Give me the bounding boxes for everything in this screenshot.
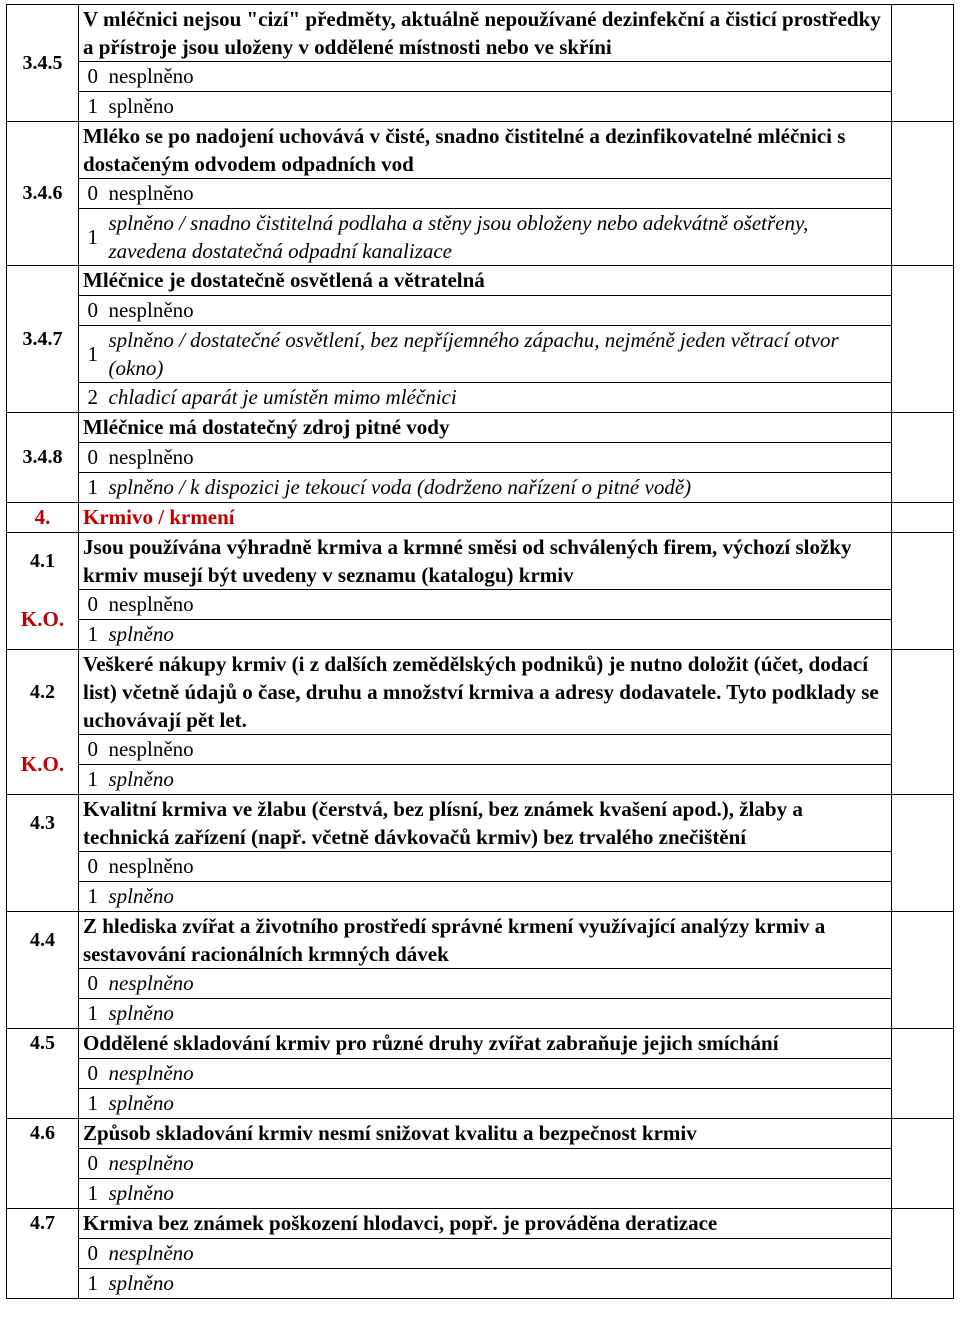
option-label: splněno (107, 1089, 892, 1119)
option-number: 0 (79, 735, 107, 765)
score-cell[interactable] (892, 326, 954, 383)
score-cell[interactable] (892, 383, 954, 413)
criterion-text: Mléčnice má dostatečný zdroj pitné vody (79, 413, 892, 443)
table-row (7, 533, 954, 590)
score-cell[interactable] (892, 882, 954, 912)
table-row (7, 1209, 954, 1239)
criterion-text: Kvalitní krmiva ve žlabu (čerstvá, bez plísní, bez známek kvašení apod.), žlaby a technická zařízení (např. včetně dávkovačů krmiv) bez trvalého znečištění (79, 795, 892, 852)
score-cell[interactable] (892, 413, 954, 443)
table-row (7, 179, 954, 209)
option-number: 1 (79, 326, 107, 383)
option-label: splněno (107, 765, 892, 795)
section-code: 3.4.8 (7, 413, 79, 503)
score-cell[interactable] (892, 650, 954, 735)
option-label: splněno (107, 1179, 892, 1209)
score-cell[interactable] (892, 1239, 954, 1269)
option-number: 0 (79, 1239, 107, 1269)
table-row (7, 795, 954, 852)
option-label: nesplněno (107, 1239, 892, 1269)
chapter-row (7, 503, 954, 533)
checklist-table (6, 4, 954, 1299)
option-number: 2 (79, 383, 107, 413)
criterion-text: Jsou používána výhradně krmiva a krmné směsi od schválených firem, výchozí složky krmiv musejí být uvedeny v seznamu (katalogu) krmiv (79, 533, 892, 590)
score-cell[interactable] (892, 1089, 954, 1119)
table-row (7, 209, 954, 266)
option-label: splněno (107, 620, 892, 650)
option-number: 0 (79, 1059, 107, 1089)
table-row (7, 852, 954, 882)
option-label: nesplněno (107, 62, 892, 92)
score-cell[interactable] (892, 795, 954, 852)
option-number: 0 (79, 1149, 107, 1179)
table-row (7, 590, 954, 620)
criterion-text: Z hlediska zvířat a životního prostředí správné krmení využívající analýzy krmiv a sestavování racionálních krmných dávek (79, 912, 892, 969)
table-row (7, 1269, 954, 1299)
table-row (7, 266, 954, 296)
option-label: nesplněno (107, 1059, 892, 1089)
chapter-title: Krmivo / krmení (79, 503, 892, 533)
option-label: splněno (107, 999, 892, 1029)
option-number: 1 (79, 765, 107, 795)
table-row (7, 473, 954, 503)
option-label: splněno (107, 92, 892, 122)
criterion-text: Způsob skladování krmiv nesmí snižovat kvalitu a bezpečnost krmiv (79, 1119, 892, 1149)
score-cell[interactable] (892, 473, 954, 503)
table-row (7, 650, 954, 735)
option-number: 0 (79, 852, 107, 882)
section-code: 4.7 (7, 1209, 79, 1299)
score-cell[interactable] (892, 765, 954, 795)
section-code: 3.4.5 (7, 5, 79, 122)
option-label: nesplněno (107, 852, 892, 882)
option-label: nesplněno (107, 969, 892, 999)
table-row (7, 296, 954, 326)
option-number: 1 (79, 999, 107, 1029)
option-label: nesplněno (107, 590, 892, 620)
table-row (7, 999, 954, 1029)
option-label: splněno (107, 1269, 892, 1299)
option-number: 1 (79, 1179, 107, 1209)
criterion-text: Mléčnice je dostatečně osvětlená a větratelná (79, 266, 892, 296)
table-row (7, 62, 954, 92)
option-number: 1 (79, 1269, 107, 1299)
option-number: 0 (79, 62, 107, 92)
score-cell[interactable] (892, 912, 954, 969)
table-row (7, 383, 954, 413)
score-cell[interactable] (892, 122, 954, 179)
section-code: 3.4.6 (7, 122, 79, 266)
score-cell[interactable] (892, 590, 954, 620)
option-label: nesplněno (107, 735, 892, 765)
score-cell[interactable] (892, 1119, 954, 1149)
table-row (7, 326, 954, 383)
score-cell[interactable] (892, 1179, 954, 1209)
section-code: 4.4 (7, 912, 79, 1029)
score-cell[interactable] (892, 1029, 954, 1059)
criterion-text: Mléko se po nadojení uchovává v čisté, snadno čistitelné a dezinfikovatelné mléčnici s dostačeným odvodem odpadních vod (79, 122, 892, 179)
option-label: splněno / dostatečné osvětlení, bez nepříjemného zápachu, nejméně jeden větrací otvor (okno) (107, 326, 892, 383)
table-row (7, 1119, 954, 1149)
table-row (7, 92, 954, 122)
score-cell[interactable] (892, 62, 954, 92)
score-cell (892, 503, 954, 533)
option-label: nesplněno (107, 443, 892, 473)
section-code: 4.6 (7, 1119, 79, 1209)
option-label: splněno (107, 882, 892, 912)
score-cell[interactable] (892, 969, 954, 999)
table-row (7, 1029, 954, 1059)
option-number: 0 (79, 443, 107, 473)
score-cell[interactable] (892, 92, 954, 122)
checklist-page (6, 4, 954, 1299)
table-row (7, 5, 954, 62)
score-cell[interactable] (892, 209, 954, 266)
table-row (7, 735, 954, 765)
table-row (7, 1179, 954, 1209)
table-row (7, 122, 954, 179)
section-code: 4.5 (7, 1029, 79, 1119)
table-row (7, 882, 954, 912)
score-cell[interactable] (892, 852, 954, 882)
option-number: 1 (79, 209, 107, 266)
option-label: nesplněno (107, 179, 892, 209)
criterion-text: Oddělené skladování krmiv pro různé druhy zvířat zabraňuje jejich smíchání (79, 1029, 892, 1059)
score-cell[interactable] (892, 296, 954, 326)
score-cell[interactable] (892, 1209, 954, 1239)
option-number: 0 (79, 179, 107, 209)
table-row (7, 765, 954, 795)
option-label: splněno / snadno čistitelná podlaha a stěny jsou obloženy nebo adekvátně ošetřeny, zavedena dostatečná odpadní kanalizace (107, 209, 892, 266)
score-cell[interactable] (892, 443, 954, 473)
option-number: 1 (79, 620, 107, 650)
table-row (7, 1089, 954, 1119)
section-code: 4.1 (7, 533, 79, 590)
table-row (7, 1059, 954, 1089)
table-row (7, 620, 954, 650)
option-number: 0 (79, 590, 107, 620)
score-cell[interactable] (892, 1269, 954, 1299)
option-label: chladicí aparát je umístěn mimo mléčnici (107, 383, 892, 413)
score-cell[interactable] (892, 533, 954, 590)
chapter-number: 4. (7, 503, 79, 533)
table-row (7, 1239, 954, 1269)
option-label: splněno / k dispozici je tekoucí voda (dodrženo nařízení o pitné vodě) (107, 473, 892, 503)
option-number: 1 (79, 473, 107, 503)
option-number: 0 (79, 969, 107, 999)
section-code: 4.2 (7, 650, 79, 735)
criterion-text: Krmiva bez známek poškození hlodavci, popř. je prováděna deratizace (79, 1209, 892, 1239)
table-row (7, 969, 954, 999)
ko-badge: K.O. (7, 590, 79, 650)
option-number: 1 (79, 1089, 107, 1119)
score-cell[interactable] (892, 735, 954, 765)
score-cell[interactable] (892, 620, 954, 650)
table-row (7, 413, 954, 443)
score-cell[interactable] (892, 5, 954, 62)
score-cell[interactable] (892, 1149, 954, 1179)
score-cell[interactable] (892, 266, 954, 296)
table-row (7, 1149, 954, 1179)
option-number: 0 (79, 296, 107, 326)
ko-badge: K.O. (7, 735, 79, 795)
option-label: nesplněno (107, 296, 892, 326)
score-cell[interactable] (892, 1059, 954, 1089)
table-row (7, 443, 954, 473)
table-row (7, 912, 954, 969)
option-label: nesplněno (107, 1149, 892, 1179)
option-number: 1 (79, 92, 107, 122)
section-code: 4.3 (7, 795, 79, 912)
score-cell[interactable] (892, 999, 954, 1029)
option-number: 1 (79, 882, 107, 912)
score-cell[interactable] (892, 179, 954, 209)
criterion-text: Veškeré nákupy krmiv (i z dalších zemědělských podniků) je nutno doložit (účet, dodací list) včetně údajů o čase, druhu a množství krmiva a adresy dodavatele. Tyto podklady se uchovávají pět let. (79, 650, 892, 735)
section-code: 3.4.7 (7, 266, 79, 413)
criterion-text: V mléčnici nejsou "cizí" předměty, aktuálně nepoužívané dezinfekční a čisticí prostředky a přístroje jsou uloženy v oddělené místnosti nebo ve skříni (79, 5, 892, 62)
